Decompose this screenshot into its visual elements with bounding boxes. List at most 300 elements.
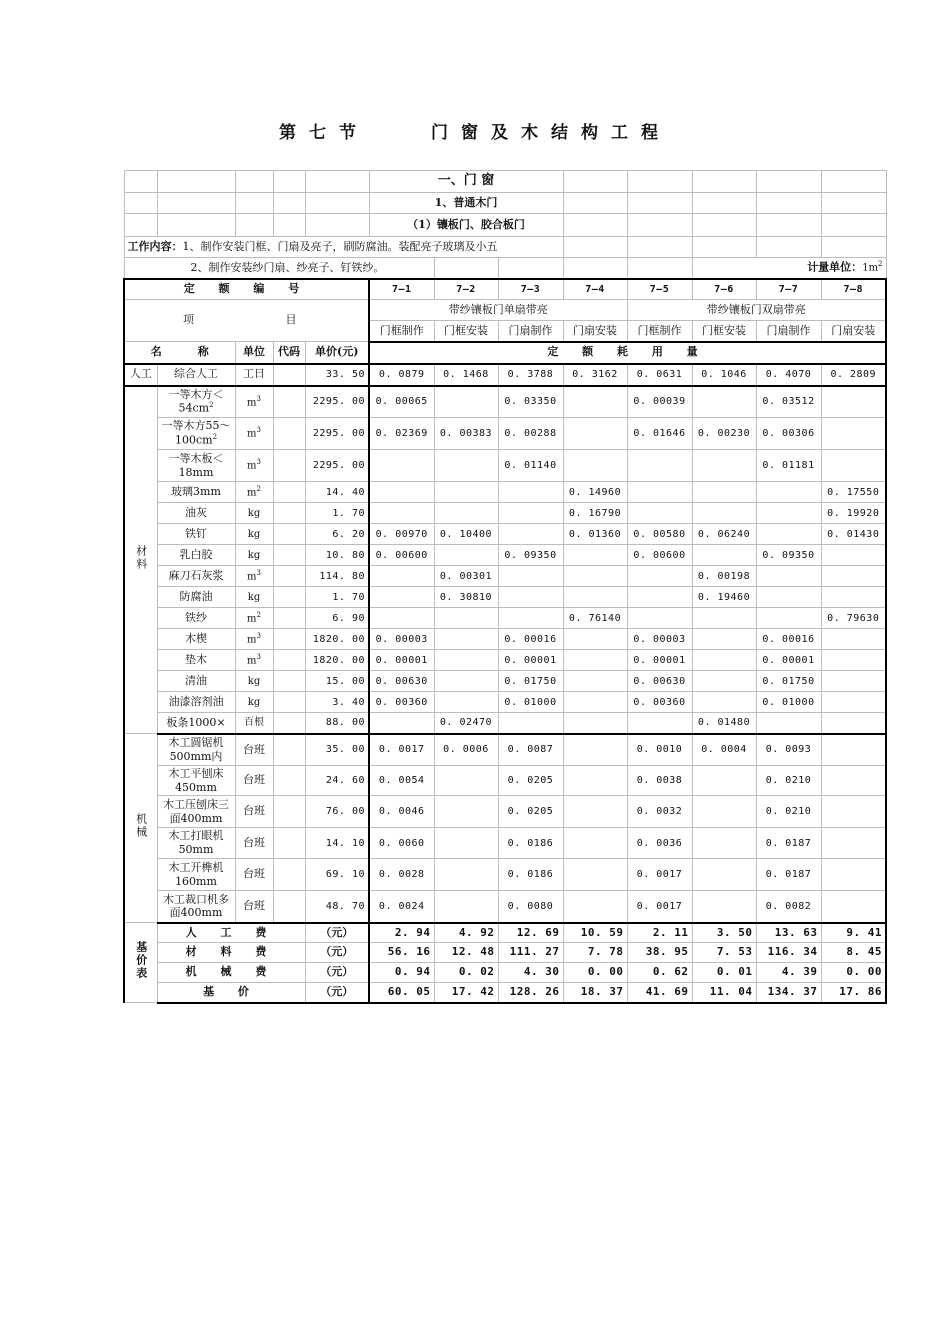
value-cell [627,608,692,629]
row-price: 15. 00 [305,671,369,692]
row-code [273,671,305,692]
row-unit [235,503,273,524]
value-cell [692,891,756,923]
value-cell [821,650,886,671]
value-cell: 0. 79630 [821,608,886,629]
value-cell [756,503,821,524]
labor-category: 人工 [124,364,157,386]
row-code [273,629,305,650]
summary-value: 0. 02 [434,963,498,983]
labor-row [124,364,886,386]
summary-label: 材 料 费 [157,943,305,963]
value-cell [692,796,756,828]
summary-value: 7. 78 [563,943,627,963]
material-name: 板条1000× [166,715,226,729]
row-name: 木工裁口机多面400mm [157,891,235,923]
material-name: 麻刀石灰浆 [168,568,224,582]
material-row [124,503,886,524]
row-price: 1820. 00 [305,650,369,671]
machine-row [124,734,886,766]
value-cell: 0. 76140 [563,608,627,629]
material-row [124,587,886,608]
row-code [273,503,305,524]
value-cell: 0. 0187 [756,859,821,891]
summary-value: 60. 05 [369,983,434,1003]
summary-label: 人 工 费 [157,923,305,943]
summary-value: 17. 42 [434,983,498,1003]
summary-value: 111. 27 [498,943,563,963]
value-cell [692,650,756,671]
row-name: 木工打眼机50mm [157,828,235,859]
material-row [124,566,886,587]
value-cell [692,545,756,566]
material-unit: m [247,571,257,583]
material-unit: kg [247,528,261,540]
value-cell: 0. 0093 [756,734,821,766]
material-category-label: 材料 [134,545,148,572]
column-header-row [124,342,886,364]
value-cell: 0. 00630 [369,671,434,692]
summary-row [124,983,886,1003]
code-cell: 7—1 [369,279,434,300]
heading-wood-door: 1、普通木门 [369,193,563,214]
row-name [157,524,235,545]
section-title: 第七节 [279,123,369,143]
row-code [273,450,305,482]
row-unit: 台班 [235,766,273,796]
summary-value: 8. 45 [821,943,886,963]
name-header [124,342,235,364]
unit-label: 计量单位： [807,261,863,275]
row-code [273,766,305,796]
material-unit: m [247,487,257,499]
row-name [157,566,235,587]
row-name: 综合人工 [157,364,235,386]
summary-unit: （元） [305,923,369,943]
row-code [273,891,305,923]
value-cell: 0. 00580 [627,524,692,545]
material-unit-sup: 3 [256,458,261,467]
material-unit-sup: 3 [256,394,261,403]
row-price: 6. 90 [305,608,369,629]
value-cell: 0. 00001 [756,650,821,671]
value-cell: 0. 0010 [627,734,692,766]
material-unit: m [247,634,257,646]
summary-unit: （元） [305,943,369,963]
value-cell [821,734,886,766]
summary-value: 13. 63 [756,923,821,943]
machine-row [124,859,886,891]
row-code [273,587,305,608]
value-cell [627,450,692,482]
value-cell [692,859,756,891]
value-cell [434,608,498,629]
summary-value: 9. 41 [821,923,886,943]
value-cell [692,766,756,796]
value-cell: 0. 1046 [692,364,756,386]
summary-value: 11. 04 [692,983,756,1003]
material-name: 防腐油 [179,589,213,603]
summary-value: 7. 53 [692,943,756,963]
value-cell [563,450,627,482]
material-unit: m [247,655,257,667]
summary-value: 18. 37 [563,983,627,1003]
subitem-cell: 门框制作 [369,321,434,342]
summary-value: 12. 48 [434,943,498,963]
summary-value: 2. 94 [369,923,434,943]
value-cell: 0. 2809 [821,364,886,386]
item-header [124,300,369,342]
code-cell: 7—2 [434,279,498,300]
value-cell: 0. 0024 [369,891,434,923]
row-unit: 台班 [235,796,273,828]
subitem-cell: 门扇安装 [563,321,627,342]
value-cell [756,587,821,608]
value-cell [821,545,886,566]
summary-value: 0. 01 [692,963,756,983]
value-cell: 0. 00230 [692,418,756,450]
row-price: 76. 00 [305,796,369,828]
row-name [157,692,235,713]
value-cell: 0. 00970 [369,524,434,545]
value-cell: 0. 00360 [627,692,692,713]
row-code [273,364,305,386]
row-name [157,629,235,650]
material-unit-sup: 3 [256,568,261,577]
value-cell: 0. 00288 [498,418,563,450]
value-cell [498,524,563,545]
material-name: 玻璃3mm [171,484,221,498]
material-unit: kg [247,696,261,708]
value-cell [434,828,498,859]
value-cell [434,671,498,692]
row-price: 114. 80 [305,566,369,587]
value-cell: 0. 03512 [756,386,821,418]
machine-row [124,766,886,796]
summary-value: 41. 69 [627,983,692,1003]
subitem-cell: 门框安装 [692,321,756,342]
summary-value: 0. 00 [563,963,627,983]
value-cell: 0. 00301 [434,566,498,587]
value-cell: 0. 00383 [434,418,498,450]
summary-value: 38. 95 [627,943,692,963]
row-unit [235,671,273,692]
value-cell: 0. 00360 [369,692,434,713]
value-cell [821,891,886,923]
material-name: 木楔 [185,631,207,645]
value-cell [563,418,627,450]
value-cell [821,566,886,587]
value-cell [821,796,886,828]
value-cell: 0. 0087 [498,734,563,766]
code-cell: 7—4 [563,279,627,300]
group-single: 带纱镶板门单扇带亮 [369,300,627,321]
material-name: 油灰 [185,505,207,519]
summary-row [124,943,886,963]
value-cell: 0. 00600 [627,545,692,566]
subitem-cell: 门框安装 [434,321,498,342]
value-cell: 0. 00003 [627,629,692,650]
row-price: 2295. 00 [305,386,369,418]
summary-value: 4. 30 [498,963,563,983]
row-name: 木工平刨床450mm [157,766,235,796]
row-unit: 台班 [235,859,273,891]
row-code [273,386,305,418]
value-cell [498,587,563,608]
subitem-cell: 门扇安装 [821,321,886,342]
row-name: 木工压刨床三面400mm [157,796,235,828]
value-cell [821,828,886,859]
value-cell: 0. 0210 [756,766,821,796]
value-cell: 0. 17550 [821,482,886,503]
work-content-text-1: 1、制作安装门框、门扇及亮子，刷防腐油。装配亮子玻璃及小五 [182,239,498,253]
value-cell: 0. 3788 [498,364,563,386]
row-unit [235,482,273,503]
value-cell [498,608,563,629]
value-cell [434,650,498,671]
row-unit: 台班 [235,891,273,923]
summary-value: 10. 59 [563,923,627,943]
value-cell: 0. 00065 [369,386,434,418]
material-name: 油漆溶剂油 [168,694,224,708]
value-cell [434,503,498,524]
heading-doors-windows: 一、门 窗 [369,171,563,193]
material-name: 乳白胶 [179,547,213,561]
value-cell [498,713,563,734]
work-content-row-2 [124,258,886,279]
value-cell: 0. 02369 [369,418,434,450]
work-content-label: 工作内容： [127,239,183,253]
summary-row [124,963,886,983]
summary-value: 134. 37 [756,983,821,1003]
row-name [157,418,235,450]
value-cell: 0. 14960 [563,482,627,503]
material-row [124,692,886,713]
row-unit [235,692,273,713]
value-cell: 0. 0032 [627,796,692,828]
value-cell: 0. 0187 [756,828,821,859]
row-name [157,608,235,629]
value-cell: 0. 00600 [369,545,434,566]
value-cell: 0. 01000 [756,692,821,713]
row-unit [235,524,273,545]
row-code [273,545,305,566]
material-row [124,386,886,418]
value-cell: 0. 01750 [498,671,563,692]
material-unit-sup: 2 [256,610,261,619]
value-cell: 0. 00016 [756,629,821,650]
item-label-a: 项 [183,313,194,327]
value-cell: 0. 0054 [369,766,434,796]
value-cell [821,671,886,692]
value-cell: 0. 0631 [627,364,692,386]
summary-label: 基 价 [157,983,305,1003]
code-header: 定 额 编 号 [124,279,369,300]
value-cell: 0. 00001 [369,650,434,671]
material-unit-sup: 3 [256,652,261,661]
material-row [124,650,886,671]
material-unit: kg [247,549,261,561]
row-price: 24. 60 [305,766,369,796]
value-cell [434,859,498,891]
value-cell: 0. 0186 [498,828,563,859]
value-cell: 0. 0210 [756,796,821,828]
unit-value: 1m [862,263,879,275]
value-cell [692,629,756,650]
machine-row [124,891,886,923]
unit-sup: 2 [878,260,883,269]
subitem-cell: 门扇制作 [498,321,563,342]
value-cell: 0. 06240 [692,524,756,545]
row-code [273,734,305,766]
value-cell: 0. 0004 [692,734,756,766]
material-name-sup: 2 [212,433,218,442]
value-cell: 0. 1468 [434,364,498,386]
value-cell: 0. 3162 [563,364,627,386]
name-header-b: 称 [197,345,209,359]
material-unit-sup: 3 [256,631,261,640]
value-cell [563,713,627,734]
value-cell [563,796,627,828]
value-cell [369,587,434,608]
value-cell [434,692,498,713]
value-cell: 0. 00198 [692,566,756,587]
value-cell [821,450,886,482]
code-row [124,279,886,300]
row-unit [235,650,273,671]
row-unit [235,566,273,587]
price-header: 单价(元) [305,342,369,364]
summary-unit: （元） [305,983,369,1003]
value-cell [434,450,498,482]
row-name [157,386,235,418]
value-cell [821,766,886,796]
value-cell [821,587,886,608]
row-price: 14. 10 [305,828,369,859]
row-price: 2295. 00 [305,450,369,482]
material-row [124,450,886,482]
value-cell: 0. 01646 [627,418,692,450]
row-unit [235,608,273,629]
value-cell [821,692,886,713]
summary-value: 17. 86 [821,983,886,1003]
subitem-cell: 门扇制作 [756,321,821,342]
material-row [124,713,886,734]
material-unit: kg [247,675,261,687]
value-cell: 0. 02470 [434,713,498,734]
value-cell [627,503,692,524]
material-name-sup: 2 [209,401,214,410]
value-cell [369,608,434,629]
value-cell [498,503,563,524]
value-cell: 0. 00306 [756,418,821,450]
value-cell [369,482,434,503]
row-price: 35. 00 [305,734,369,766]
value-cell [434,891,498,923]
value-cell: 0. 01140 [498,450,563,482]
row-price: 3. 40 [305,692,369,713]
item-label-b: 目 [285,313,297,327]
row-price: 1. 70 [305,587,369,608]
value-cell [563,386,627,418]
material-unit: 百根 [244,717,264,729]
summary-value: 4. 92 [434,923,498,943]
value-cell [692,450,756,482]
base-price-category-label: 基价表 [134,941,148,981]
row-unit [235,545,273,566]
material-name: 一等木方55～100cm [161,419,231,447]
material-unit-sup: 3 [256,426,261,435]
summary-value: 3. 50 [692,923,756,943]
summary-value: 0. 94 [369,963,434,983]
row-unit: 台班 [235,734,273,766]
value-cell [369,503,434,524]
value-cell [434,386,498,418]
material-name: 一等木方＜54cm [168,387,224,416]
value-cell [369,450,434,482]
value-cell [821,418,886,450]
value-cell: 0. 00630 [627,671,692,692]
row-name [157,482,235,503]
row-name [157,587,235,608]
unit-of-measure [692,258,886,279]
row-name [157,450,235,482]
value-cell [756,566,821,587]
work-content-row-1 [124,237,886,258]
consumption-header: 定 额 耗 用 量 [369,342,886,364]
value-cell [692,828,756,859]
group-row [124,300,886,321]
value-cell [434,545,498,566]
work-content-1 [124,237,563,258]
material-row [124,608,886,629]
material-unit: m [247,428,257,440]
row-price: 88. 00 [305,713,369,734]
row-unit [235,713,273,734]
material-unit: kg [247,591,261,603]
machine-row [124,828,886,859]
row-price: 6. 20 [305,524,369,545]
quota-table [123,170,887,1004]
summary-value: 0. 00 [821,963,886,983]
value-cell [756,482,821,503]
value-cell: 0. 19920 [821,503,886,524]
row-name [157,545,235,566]
value-cell: 0. 4070 [756,364,821,386]
value-cell [692,608,756,629]
value-cell: 0. 19460 [692,587,756,608]
value-cell [692,503,756,524]
material-unit: m [247,613,257,625]
value-cell [434,766,498,796]
summary-unit: （元） [305,963,369,983]
value-cell [563,859,627,891]
material-unit: m [247,396,257,408]
value-cell [756,608,821,629]
base-price-category [124,923,157,1003]
value-cell: 0. 01430 [821,524,886,545]
machine-category-label: 机械 [134,813,148,840]
row-unit [235,629,273,650]
material-unit-sup: 2 [256,484,261,493]
row-unit [235,587,273,608]
material-name: 铁钉 [185,526,207,540]
value-cell: 0. 0080 [498,891,563,923]
value-cell: 0. 00001 [627,650,692,671]
material-unit: kg [247,507,261,519]
row-price: 69. 10 [305,859,369,891]
summary-value: 116. 34 [756,943,821,963]
